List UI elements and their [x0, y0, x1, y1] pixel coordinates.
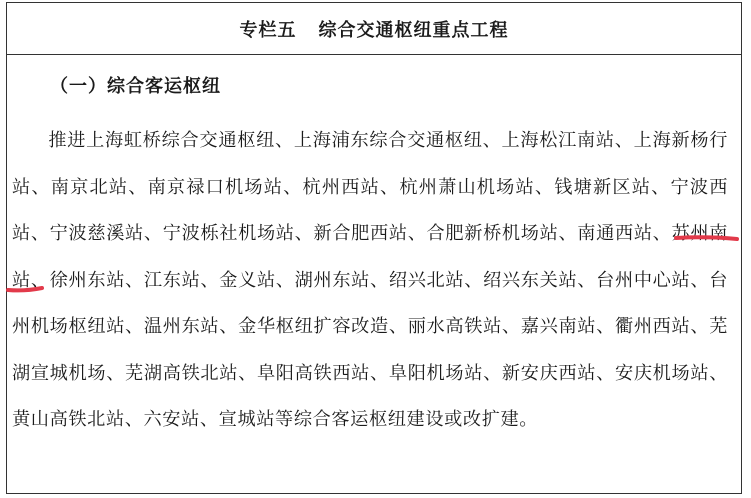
paragraph-before: 推进上海虹桥综合交通枢纽、上海浦东综合交通枢纽、上海松江南站、上海新杨行站、南京北站、南京禄口机场站、杭州西站、杭州萧山机场站、钱塘新区站、宁波西站、宁波慈溪站、宁波栎社机场站、新合肥西站、合肥新桥机场站、: [12, 130, 728, 244]
section-paragraph: [12, 118, 728, 444]
highlighted-station: 南通西站: [577, 223, 653, 244]
column-number: 专栏五: [239, 19, 297, 41]
paragraph-after: 、苏州南站、徐州东站、江东站、金义站、湖州东站、绍兴北站、绍兴东关站、台州中心站、台州机场枢纽站、温州东站、金华枢纽扩容改造、丽水高铁站、嘉兴南站、衢州西站、芜湖宣城机场、芜湖高铁北站、阜阳高铁西站、阜阳机场站、新安庆西站、安庆机场站、黄山高铁北站、六安站、宣城站等综合客运枢纽建设或改扩建。: [12, 223, 728, 430]
box-title: [7, 3, 741, 55]
column-title: 综合交通枢纽重点工程: [318, 19, 509, 41]
section-heading: （一）综合客运枢纽: [50, 76, 221, 97]
